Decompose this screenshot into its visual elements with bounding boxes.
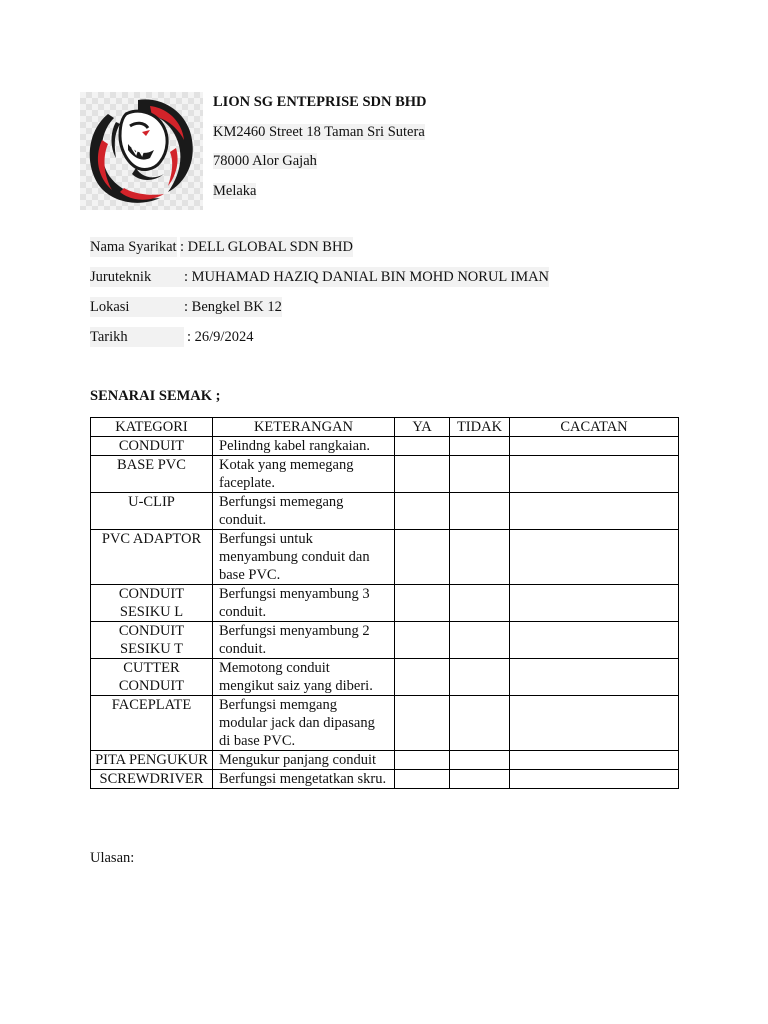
- cell-tidak[interactable]: [450, 585, 510, 622]
- cell-ya[interactable]: [395, 659, 450, 696]
- cell-ya[interactable]: [395, 437, 450, 456]
- cell-kategori: PVC ADAPTOR: [91, 530, 213, 585]
- company-name: LION SG ENTEPRISE SDN BHD: [213, 94, 427, 110]
- cell-keterangan: Mengukur panjang conduit: [213, 751, 395, 770]
- cell-tidak[interactable]: [450, 696, 510, 751]
- info-value: : 26/9/2024: [187, 329, 254, 345]
- cell-ya[interactable]: [395, 751, 450, 770]
- cell-ya[interactable]: [395, 622, 450, 659]
- info-row-technician: [90, 267, 550, 297]
- cell-kategori: CUTTER CONDUIT: [91, 659, 213, 696]
- cell-ya[interactable]: [395, 770, 450, 789]
- info-label: Juruteknik: [90, 267, 184, 287]
- header-cacatan: CACATAN: [510, 418, 679, 437]
- table-row: [91, 437, 679, 456]
- cell-keterangan: Berfungsi untuk menyambung conduit dan base PVC.: [213, 530, 395, 585]
- cell-tidak[interactable]: [450, 493, 510, 530]
- lion-logo-icon: [80, 92, 203, 210]
- cell-ya[interactable]: [395, 530, 450, 585]
- cell-kategori: BASE PVC: [91, 456, 213, 493]
- company-header: [213, 92, 427, 210]
- cell-kategori: CONDUIT: [91, 437, 213, 456]
- cell-kategori: CONDUIT SESIKU T: [91, 622, 213, 659]
- table-row: [91, 751, 679, 770]
- cell-tidak[interactable]: [450, 770, 510, 789]
- cell-tidak[interactable]: [450, 751, 510, 770]
- table-row: [91, 530, 679, 585]
- ulasan-label: Ulasan:: [90, 850, 135, 866]
- cell-cacatan[interactable]: [510, 585, 679, 622]
- cell-cacatan[interactable]: [510, 659, 679, 696]
- info-row-date: [90, 327, 254, 357]
- table-row: [91, 659, 679, 696]
- table-row: [91, 493, 679, 530]
- cell-keterangan: Memotong conduit mengikut saiz yang diberi.: [213, 659, 395, 696]
- cell-kategori: CONDUIT SESIKU L: [91, 585, 213, 622]
- job-info: [90, 237, 550, 357]
- cell-kategori: FACEPLATE: [91, 696, 213, 751]
- cell-cacatan[interactable]: [510, 770, 679, 789]
- cell-tidak[interactable]: [450, 437, 510, 456]
- cell-ya[interactable]: [395, 456, 450, 493]
- cell-cacatan[interactable]: [510, 622, 679, 659]
- cell-keterangan: Berfungsi menyambung 3 conduit.: [213, 585, 395, 622]
- header-ya: YA: [395, 418, 450, 437]
- info-row-company: [90, 237, 353, 267]
- info-label: Lokasi: [90, 297, 184, 317]
- cell-keterangan: Pelindng kabel rangkaian.: [213, 437, 395, 456]
- address-line-2: 78000 Alor Gajah: [213, 153, 317, 169]
- info-value: : MUHAMAD HAZIQ DANIAL BIN MOHD NORUL IMAN: [184, 269, 550, 285]
- cell-keterangan: Berfungsi mengetatkan skru.: [213, 770, 395, 789]
- info-label: Tarikh: [90, 327, 184, 347]
- cell-cacatan[interactable]: [510, 437, 679, 456]
- cell-keterangan: Kotak yang memegang faceplate.: [213, 456, 395, 493]
- cell-kategori: SCREWDRIVER: [91, 770, 213, 789]
- cell-kategori: PITA PENGUKUR: [91, 751, 213, 770]
- cell-tidak[interactable]: [450, 659, 510, 696]
- lion-logo: [80, 92, 203, 210]
- info-value: : Bengkel BK 12: [184, 299, 282, 315]
- cell-cacatan[interactable]: [510, 530, 679, 585]
- cell-cacatan[interactable]: [510, 456, 679, 493]
- address-line-3: Melaka: [213, 182, 257, 199]
- table-header-row: [91, 418, 679, 437]
- cell-kategori: U-CLIP: [91, 493, 213, 530]
- info-row-location: [90, 297, 282, 327]
- table-row: [91, 696, 679, 751]
- cell-cacatan[interactable]: [510, 493, 679, 530]
- cell-cacatan[interactable]: [510, 696, 679, 751]
- cell-tidak[interactable]: [450, 530, 510, 585]
- cell-keterangan: Berfungsi menyambung 2 conduit.: [213, 622, 395, 659]
- address-line-1: KM2460 Street 18 Taman Sri Sutera: [213, 123, 425, 140]
- cell-cacatan[interactable]: [510, 751, 679, 770]
- cell-ya[interactable]: [395, 585, 450, 622]
- cell-tidak[interactable]: [450, 622, 510, 659]
- header-tidak: TIDAK: [450, 418, 510, 437]
- table-row: [91, 585, 679, 622]
- header-kategori: KATEGORI: [91, 418, 213, 437]
- cell-keterangan: Berfungsi memegang conduit.: [213, 493, 395, 530]
- cell-ya[interactable]: [395, 493, 450, 530]
- table-row: [91, 622, 679, 659]
- info-label: Nama Syarikat: [90, 239, 177, 255]
- checklist-table: [90, 417, 679, 789]
- cell-tidak[interactable]: [450, 456, 510, 493]
- table-row: [91, 456, 679, 493]
- info-value: : DELL GLOBAL SDN BHD: [180, 239, 353, 255]
- cell-ya[interactable]: [395, 696, 450, 751]
- cell-keterangan: Berfungsi memgang modular jack dan dipasang di base PVC.: [213, 696, 395, 751]
- checklist-heading: SENARAI SEMAK ;: [90, 388, 221, 404]
- table-row: [91, 770, 679, 789]
- header-keterangan: KETERANGAN: [213, 418, 395, 437]
